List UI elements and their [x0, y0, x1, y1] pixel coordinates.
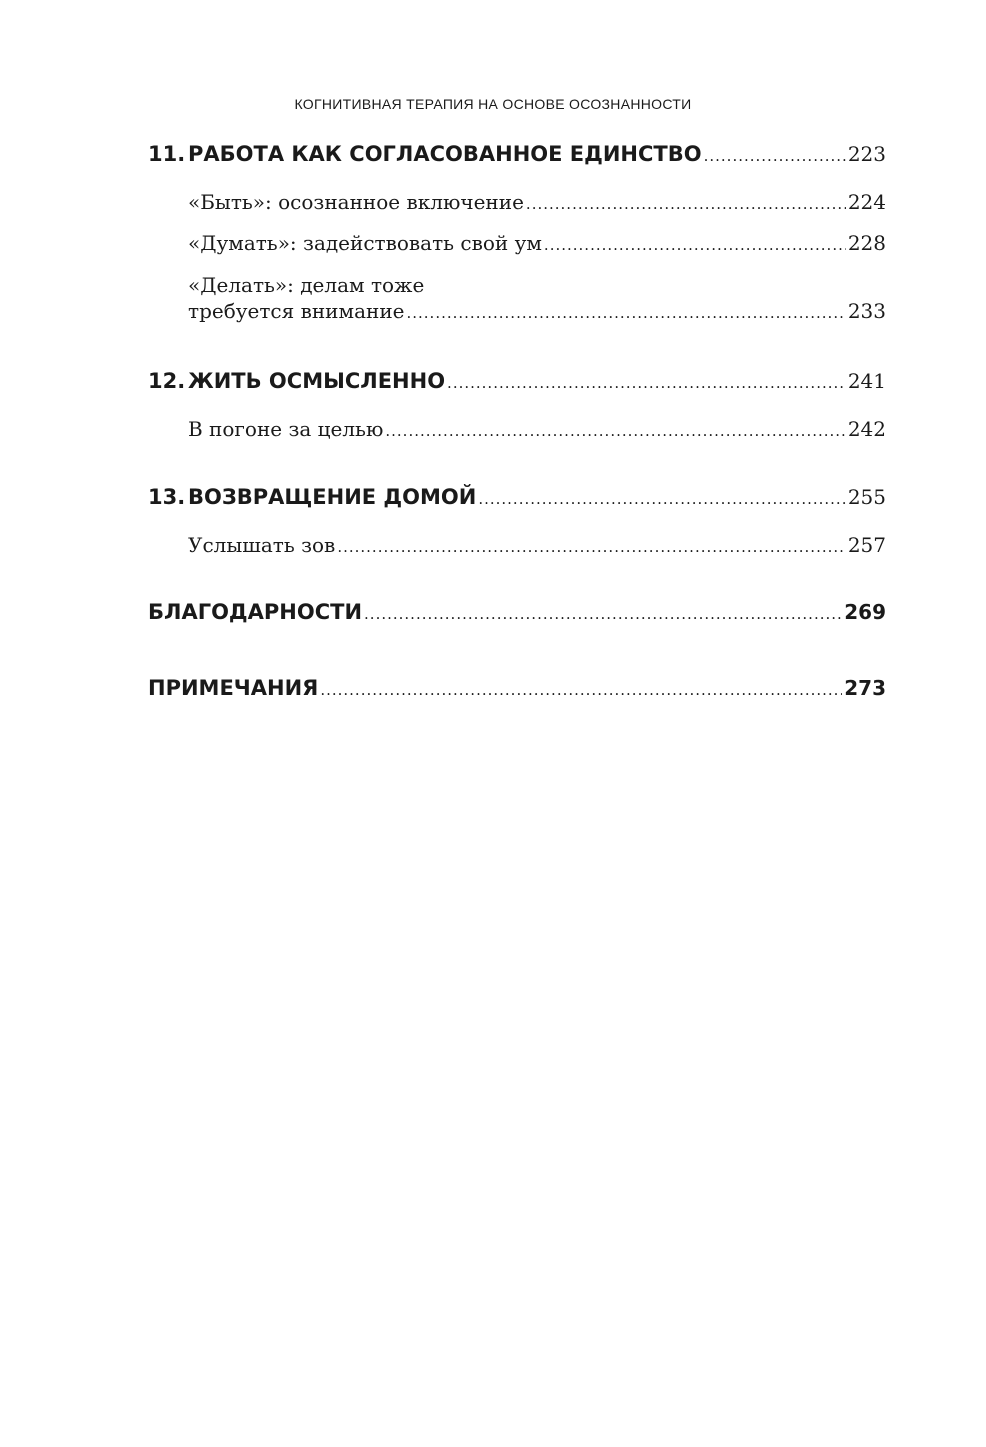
dot-leader [406, 304, 845, 322]
section-title: «Думать»: задействовать свой ум [188, 231, 542, 255]
page-number: 233 [847, 299, 886, 323]
dot-leader [337, 538, 845, 556]
section-title: «Быть»: осознанное включение [188, 190, 524, 214]
chapter-number: 13. [148, 485, 186, 509]
toc-notes[interactable] [148, 676, 886, 700]
page-number: 242 [847, 417, 886, 441]
running-head: КОГНИТИВНАЯ ТЕРАПИЯ НА ОСНОВЕ ОСОЗНАННОСТИ [294, 96, 692, 112]
chapter-title: РАБОТА КАК СОГЛАСОВАННОЕ ЕДИНСТВО [188, 142, 702, 166]
chapter-number: 11. [148, 142, 186, 166]
toc-section-item[interactable] [188, 190, 886, 214]
toc-chapter-12[interactable] [148, 369, 886, 393]
toc-section-item[interactable] [188, 417, 886, 441]
section-title: Услышать зов [188, 533, 336, 557]
toc-acknowledgements[interactable] [148, 600, 886, 624]
page-number: 228 [847, 231, 886, 255]
page-number: 257 [847, 533, 886, 557]
toc-chapter-13[interactable] [148, 485, 886, 509]
section-title-line-1: «Делать»: делам тоже [188, 273, 425, 297]
page-number: 269 [844, 600, 886, 624]
dot-leader [385, 422, 845, 440]
chapter-title: ВОЗВРАЩЕНИЕ ДОМОЙ [188, 485, 477, 509]
toc-section-item[interactable] [188, 273, 886, 323]
dot-leader [704, 147, 846, 165]
dot-leader [526, 195, 846, 213]
chapter-title: ЖИТЬ ОСМЫСЛЕННО [188, 369, 446, 393]
section-title-line-2: требуется внимание [188, 299, 405, 323]
toc-chapter-11[interactable] [148, 142, 886, 166]
backmatter-title: ПРИМЕЧАНИЯ [148, 676, 319, 700]
dot-leader [364, 605, 842, 623]
dot-leader [478, 490, 846, 508]
dot-leader [320, 681, 842, 699]
section-title: В погоне за целью [188, 417, 384, 441]
chapter-number: 12. [148, 369, 186, 393]
toc-section-item[interactable] [188, 231, 886, 255]
page-number: 224 [847, 190, 886, 214]
page-number: 241 [847, 369, 886, 393]
dot-leader [447, 374, 846, 392]
page-number: 223 [847, 142, 886, 166]
toc-section-item[interactable] [188, 533, 886, 557]
dot-leader [544, 236, 846, 254]
backmatter-title: БЛАГОДАРНОСТИ [148, 600, 363, 624]
page-number: 255 [847, 485, 886, 509]
page-number: 273 [844, 676, 886, 700]
